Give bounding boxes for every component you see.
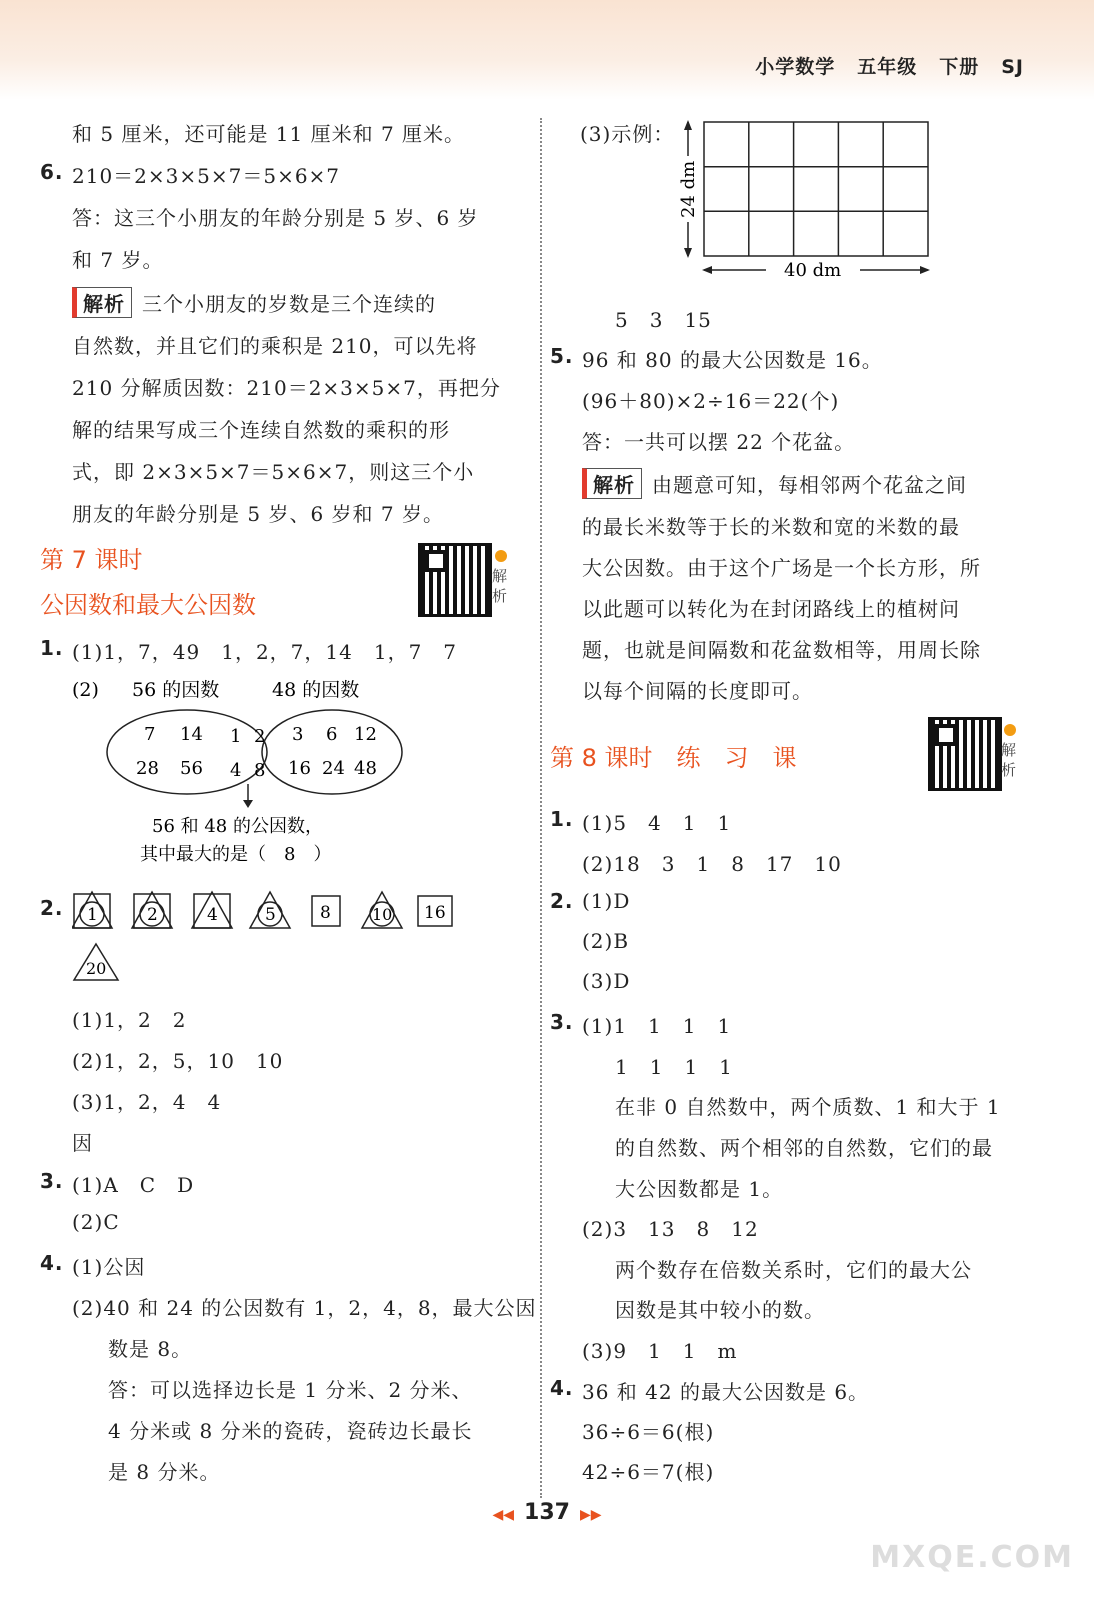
analysis-tag: 解析: [582, 468, 642, 499]
text-line: (2)3 13 8 12: [582, 1217, 759, 1241]
text-line: 数是 8。: [108, 1337, 193, 1361]
text-line: 1 1 1 1: [615, 1055, 733, 1079]
venn-right-circle: [262, 710, 402, 794]
edition: SJ: [1001, 56, 1024, 78]
text-line: 是 8 分米。: [108, 1460, 221, 1484]
text-line: 和 5 厘米，还可能是 11 厘米和 7 厘米。: [72, 122, 466, 146]
play-icon: [495, 550, 507, 562]
text-line: 大公因数都是 1。: [615, 1177, 784, 1201]
text-line: 解的结果写成三个连续自然数的乘积的形: [72, 418, 450, 442]
text-line: 答：这三个小朋友的年龄分别是 5 岁、6 岁: [72, 206, 479, 230]
analysis-tag: 解析: [72, 287, 132, 318]
subject: 小学数学: [755, 56, 836, 78]
venn-value: 28: [136, 758, 159, 779]
shape-number: 1: [87, 905, 98, 925]
text-line: 42÷6＝7(根): [582, 1460, 715, 1484]
text-line: (1)5 4 1 1: [582, 811, 732, 835]
question-number: 5.: [550, 344, 574, 368]
text-line: (3)9 1 1 m: [582, 1339, 738, 1363]
venn-value: 3: [292, 724, 304, 745]
venn-value: 14: [180, 724, 203, 745]
grid-height-label: 24 dm: [678, 160, 699, 218]
venn-caption: 56 和 48 的公因数，: [152, 816, 323, 837]
text-line: 的最长米数等于长的米数和宽的米数的最: [582, 515, 960, 539]
text-line: 和 7 岁。: [72, 248, 164, 272]
venn-caption: 其中最大的是（ 8 ）: [140, 844, 332, 865]
venn-value: 8: [254, 760, 266, 781]
text-line: (96＋80)×2÷16＝22(个): [582, 389, 840, 413]
play-icon: [1004, 724, 1016, 736]
venn-value: 4: [230, 760, 242, 781]
text-line: 式，即 2×3×5×7＝5×6×7，则这三个小: [72, 460, 475, 484]
text-line: 在非 0 自然数中，两个质数、1 和大于 1: [615, 1095, 1001, 1119]
venn-diagram: [72, 672, 412, 872]
text-line: (1)1 1 1 1: [582, 1014, 732, 1038]
text-line: 以每个间隔的长度即可。: [582, 679, 813, 703]
venn-value: 6: [326, 724, 338, 745]
arrow-up-icon: [684, 120, 692, 130]
shape-number: 16: [424, 903, 446, 923]
grade: 五年级: [857, 56, 918, 78]
venn-value: 16: [288, 758, 311, 779]
question-number: 3.: [550, 1010, 574, 1034]
shape-row: [72, 888, 492, 988]
lesson-title: 第 8 课时 练 习 课: [550, 744, 797, 772]
column-divider: [540, 118, 542, 1498]
lesson-title: 第 7 课时: [40, 546, 143, 574]
text-line: 的自然数、两个相邻的自然数，它们的最: [615, 1136, 993, 1160]
text-line: (2)40 和 24 的公因数有 1，2，4，8，最大公因: [72, 1296, 537, 1320]
venn-part-label: (2): [72, 679, 99, 701]
text-line: 两个数存在倍数关系时，它们的最大公: [615, 1258, 972, 1282]
venn-right-title: 48 的因数: [272, 679, 360, 701]
qr-code-icon[interactable]: [418, 543, 492, 617]
text-line: 4 分米或 8 分米的瓷砖，瓷砖边长最长: [108, 1419, 473, 1443]
qr-label: 解析: [1001, 741, 1017, 779]
text-line: (3)1，2，4 4: [72, 1090, 222, 1114]
question-number: 6.: [40, 160, 64, 184]
prev-arrows-icon: ◀◀: [492, 1507, 515, 1523]
text-line: 以此题可以转化为在封闭路线上的植树问: [582, 597, 960, 621]
arrow-left-icon: [702, 266, 712, 274]
text-line: 210＝2×3×5×7＝5×6×7: [72, 164, 341, 188]
page-number: 137: [524, 1500, 570, 1525]
text-line: (3)D: [582, 969, 631, 993]
shape-number: 8: [320, 903, 331, 923]
text-line: (2)1，2，5，10 10: [72, 1049, 284, 1073]
text-line: (1)A C D: [72, 1173, 195, 1197]
text-line: 5 3 15: [615, 308, 712, 332]
book-header: [733, 52, 1024, 79]
shape-number: 20: [86, 959, 107, 978]
watermark: MXQE.COM: [870, 1540, 1074, 1575]
text-line: (1)1，7，49 1，2，7，14 1，7 7: [72, 640, 458, 664]
shape-number: 10: [372, 905, 393, 924]
qr-code-icon[interactable]: [928, 717, 1002, 791]
text-line: (1)D: [582, 889, 631, 913]
venn-value: 48: [354, 758, 377, 779]
question-number: 4.: [550, 1376, 574, 1400]
question-number: 3.: [40, 1169, 64, 1193]
text-line: 三个小朋友的岁数是三个连续的: [142, 292, 436, 316]
text-line: 自然数，并且它们的乘积是 210，可以先将: [72, 334, 478, 358]
venn-value: 24: [322, 758, 345, 779]
text-line: 朋友的年龄分别是 5 岁、6 岁和 7 岁。: [72, 502, 444, 526]
next-arrows-icon: ▶▶: [579, 1507, 602, 1523]
text-line: 因数是其中较小的数。: [615, 1298, 825, 1322]
text-line: (1)1，2 2: [72, 1008, 187, 1032]
text-line: 36 和 42 的最大公因数是 6。: [582, 1380, 870, 1404]
grid-diagram: [670, 112, 940, 282]
shape-number: 4: [207, 905, 218, 925]
text-line: 36÷6＝6(根): [582, 1420, 715, 1444]
question-number: 1.: [550, 807, 574, 831]
text-line: 答：一共可以摆 22 个花盆。: [582, 430, 856, 454]
venn-left-circle: [107, 710, 267, 794]
question-number: 4.: [40, 1251, 64, 1275]
venn-value: 56: [180, 758, 203, 779]
text-line: (1)公因: [72, 1255, 146, 1279]
venn-value: 7: [144, 724, 156, 745]
venn-left-title: 56 的因数: [132, 679, 220, 701]
question-number: 2.: [550, 889, 574, 913]
grid-width-label: 40 dm: [784, 260, 842, 281]
question-number: 2.: [40, 896, 64, 920]
text-line: (2)B: [582, 929, 630, 953]
text-line: 因: [72, 1131, 93, 1155]
arrow-right-icon: [920, 266, 930, 274]
shape-number: 5: [265, 905, 276, 925]
text-line: (2)C: [72, 1210, 120, 1234]
lesson-subtitle: 公因数和最大公因数: [40, 591, 256, 619]
text-line: 答：可以选择边长是 1 分米、2 分米、: [108, 1378, 473, 1402]
text-line: (3)示例：: [580, 122, 675, 146]
venn-value: 12: [354, 724, 377, 745]
header-band: [0, 0, 1094, 100]
text-line: (2)18 3 1 8 17 10: [582, 852, 842, 876]
text-line: 大公因数。由于这个广场是一个长方形，所: [582, 556, 981, 580]
arrow-head-icon: [243, 800, 253, 808]
venn-value: 2: [254, 726, 266, 747]
volume: 下册: [939, 56, 980, 78]
question-number: 1.: [40, 636, 64, 660]
venn-value: 1: [230, 726, 242, 747]
arrow-down-icon: [684, 248, 692, 258]
text-line: 210 分解质因数：210＝2×3×5×7，再把分: [72, 376, 501, 400]
qr-label: 解析: [492, 567, 508, 605]
page-number-bar: [0, 1500, 1094, 1525]
shape-number: 2: [147, 905, 158, 925]
text-line: 题，也就是间隔数和花盆数相等，用周长除: [582, 638, 981, 662]
text-line: 96 和 80 的最大公因数是 16。: [582, 348, 883, 372]
text-line: 由题意可知，每相邻两个花盆之间: [652, 473, 967, 497]
